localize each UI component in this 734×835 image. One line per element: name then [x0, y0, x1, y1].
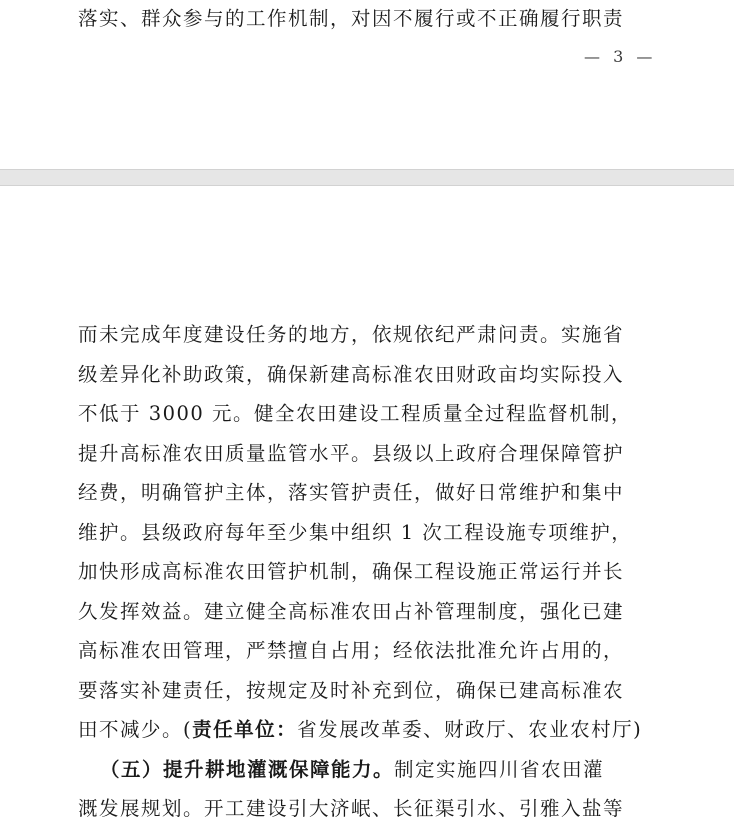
text-line: 高标准农田管理，严禁擅自占用；经依法批准允许占用的， [78, 639, 625, 662]
section-text: 制定实施四川省农田灌 [394, 758, 605, 781]
responsibility-units: 省发展改革委、财政厅、农业农村厅) [297, 718, 643, 741]
text-line: 久发挥效益。建立健全高标准农田占补管理制度，强化已建 [78, 600, 625, 623]
text-segment: 田不减少。( [78, 718, 193, 741]
text-line: 加快形成高标准农田管护机制，确保工程设施正常运行并长 [78, 560, 625, 583]
document-page-previous [0, 0, 734, 169]
text-line: 不低于 3000 元。健全农田建设工程质量全过程监督机制， [78, 402, 633, 425]
text-line: 要落实补建责任，按规定及时补充到位，确保已建高标准农 [78, 679, 625, 702]
text-line: 经费，明确管护主体，落实管护责任，做好日常维护和集中 [78, 481, 625, 504]
responsibility-label: 责任单位： [192, 718, 298, 741]
page-number: — 3 — [584, 47, 657, 66]
text-line: 落实、群众参与的工作机制，对因不履行或不正确履行职责 [78, 7, 625, 30]
responsibility-line [78, 718, 642, 742]
page-separator [0, 169, 734, 186]
text-line: 级差异化补助政策，确保新建高标准农田财政亩均实际投入 [78, 363, 625, 386]
text-line: 提升高标准农田质量监管水平。县级以上政府合理保障管护 [78, 442, 625, 465]
document-page-current [0, 186, 734, 835]
section-line [100, 758, 604, 782]
text-line: 溉发展规划。开工建设引大济岷、长征渠引水、引雅入盐等 [78, 797, 625, 820]
section-heading: （五）提升耕地灌溉保障能力。 [100, 758, 395, 781]
text-line: 维护。县级政府每年至少集中组织 1 次工程设施专项维护， [78, 521, 633, 544]
text-line: 而未完成年度建设任务的地方，依规依纪严肃问责。实施省 [78, 323, 625, 346]
